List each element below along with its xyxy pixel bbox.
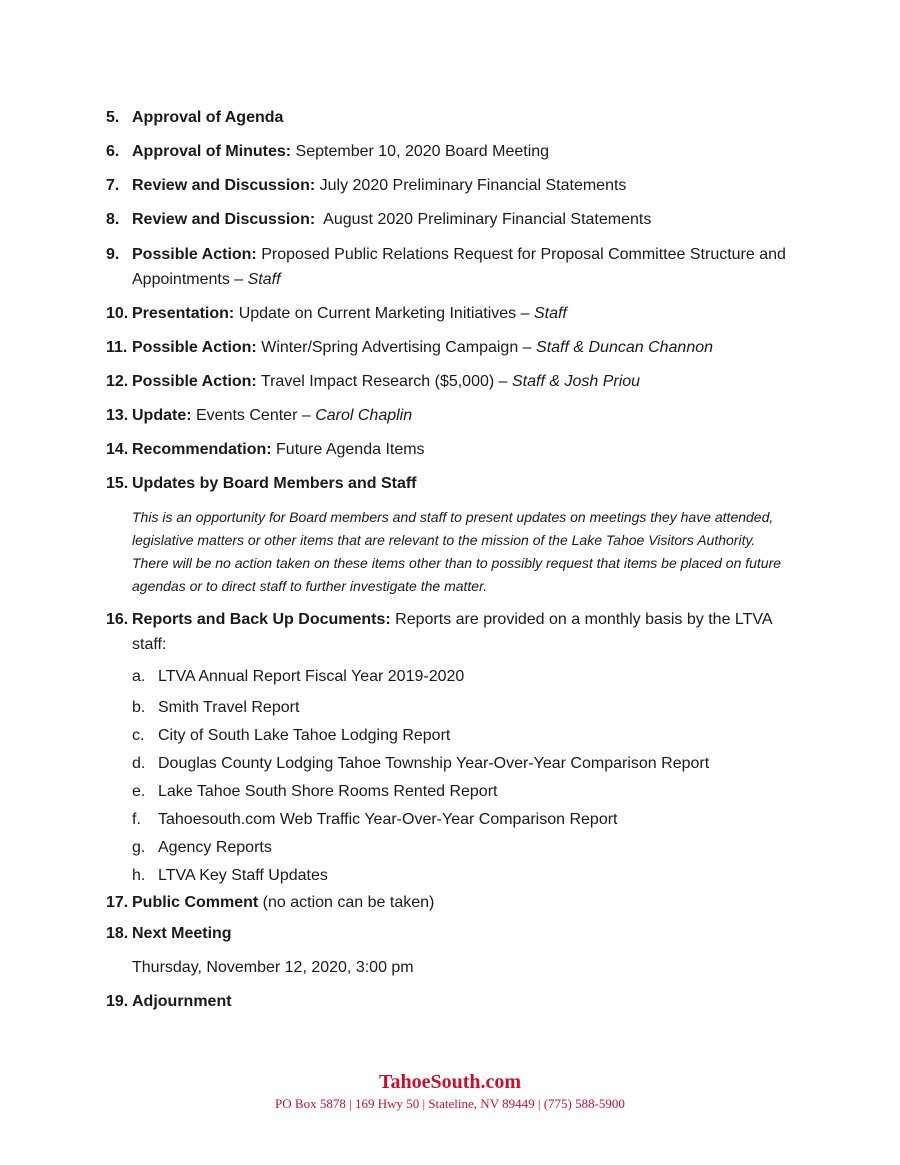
agenda-item-11: [106, 335, 796, 360]
item-text: Future Agenda Items: [271, 441, 425, 458]
item-label: Approval of Minutes:: [132, 143, 292, 160]
list-text: Lake Tahoe South Shore Rooms Rented Report: [158, 783, 498, 800]
list-letter: a.: [132, 668, 146, 685]
list-letter: b.: [132, 699, 146, 716]
item-label: Updates by Board Members and Staff: [132, 475, 417, 492]
item-number: 16.: [106, 611, 129, 628]
item-number: 11.: [106, 339, 128, 356]
item-number: 15.: [106, 475, 129, 492]
list-letter: e.: [132, 783, 146, 800]
list-text: City of South Lake Tahoe Lodging Report: [158, 727, 451, 744]
report-list-item: [132, 779, 497, 804]
item-text: Events Center –: [191, 407, 316, 424]
item-number: 9.: [106, 246, 120, 263]
item-text: August 2020 Preliminary Financial Statements: [315, 211, 652, 228]
agenda-item-15: [106, 471, 796, 496]
agenda-item-5: [106, 105, 796, 130]
footer-brand: TahoeSouth.com: [378, 1071, 522, 1093]
item-number: 8.: [106, 211, 120, 228]
report-list-item: [132, 863, 328, 888]
agenda-item-18: [106, 921, 796, 946]
agenda-item-14: [106, 437, 796, 462]
report-list-item: [132, 807, 618, 832]
item-number: 13.: [106, 407, 129, 424]
agenda-item-12: [106, 369, 796, 394]
item-number: 12.: [106, 373, 129, 390]
list-text: Douglas County Lodging Tahoe Township Year-Over-Year Comparison Report: [158, 755, 710, 772]
item-presenter: Carol Chaplin: [315, 407, 413, 424]
agenda-item-10: [106, 301, 796, 326]
agenda-item-8: [106, 207, 796, 232]
item-label: Reports and Back Up Documents:: [132, 611, 391, 628]
item-label: Approval of Agenda: [132, 109, 284, 126]
agenda-item-9: [106, 242, 796, 292]
list-letter: f.: [132, 811, 141, 828]
agenda-item-7: [106, 173, 796, 198]
list-letter: d.: [132, 755, 146, 772]
report-list-item: [132, 664, 464, 689]
list-letter: g.: [132, 839, 146, 856]
list-text: Smith Travel Report: [158, 699, 300, 716]
item-label: Review and Discussion:: [132, 211, 316, 228]
item-presenter: Staff: [533, 305, 567, 322]
agenda-item-6: [106, 139, 796, 164]
item-text: July 2020 Preliminary Financial Statements: [315, 177, 627, 194]
item-presenter: Staff & Josh Priou: [512, 373, 641, 390]
item-text: September 10, 2020 Board Meeting: [291, 143, 550, 160]
list-letter: c.: [132, 727, 145, 744]
item-label: Next Meeting: [132, 925, 232, 942]
item-number: 17.: [106, 894, 129, 911]
item-number: 7.: [106, 177, 120, 194]
item-text: Travel Impact Research ($5,000) –: [256, 373, 512, 390]
report-list-item: [132, 835, 272, 860]
item-text: Winter/Spring Advertising Campaign –: [256, 339, 537, 356]
agenda-item-16: [106, 607, 796, 657]
item-label: Presentation:: [132, 305, 235, 322]
item-presenter: Staff & Duncan Channon: [536, 339, 714, 356]
report-list-item: [132, 751, 709, 776]
list-text: LTVA Annual Report Fiscal Year 2019-2020: [158, 668, 465, 685]
item-number: 19.: [106, 993, 129, 1010]
list-letter: h.: [132, 867, 146, 884]
item-number: 14.: [106, 441, 129, 458]
item-label: Possible Action:: [132, 246, 257, 263]
footer-address: PO Box 5878 | 169 Hwy 50 | Stateline, NV 89449 | (775) 588-5900: [275, 1096, 625, 1111]
report-list-item: [132, 695, 299, 720]
item-text: Update on Current Marketing Initiatives –: [234, 305, 534, 322]
agenda-item-17: [106, 890, 796, 915]
item-number: 5.: [106, 109, 120, 126]
item-label: Recommendation:: [132, 441, 272, 458]
agenda-item-19: [106, 989, 796, 1014]
item-label: Public Comment: [132, 894, 259, 911]
item-text: Reports are provided on a monthly basis by the LTVA staff:: [132, 611, 772, 653]
agenda-item-15-note: This is an opportunity for Board members and staff to present updates on meetings they have attended, legislative matters or other items that are relevant to the mission of the Lake Tahoe Visitors Authority. There will be no action taken on these items other than to possibly request that items be placed on future agendas or to direct staff to further investigate the matter.: [132, 509, 782, 594]
item-number: 10.: [106, 305, 129, 322]
item-text: (no action can be taken): [258, 894, 435, 911]
item-text: Proposed Public Relations Request for Proposal Committee Structure and Appointments –: [132, 246, 786, 288]
list-text: LTVA Key Staff Updates: [158, 867, 328, 884]
item-label: Possible Action:: [132, 373, 257, 390]
agenda-item-13: [106, 403, 796, 428]
item-presenter: Staff: [247, 271, 281, 288]
list-text: Tahoesouth.com Web Traffic Year-Over-Year Comparison Report: [158, 811, 618, 828]
item-number: 6.: [106, 143, 120, 160]
item-label: Adjournment: [132, 993, 232, 1010]
report-list-item: [132, 723, 450, 748]
item-number: 18.: [106, 925, 129, 942]
item-label: Possible Action:: [132, 339, 257, 356]
item-label: Update:: [132, 407, 192, 424]
item-label: Review and Discussion:: [132, 177, 316, 194]
next-meeting-date: Thursday, November 12, 2020, 3:00 pm: [132, 959, 414, 976]
list-text: Agency Reports: [158, 839, 272, 856]
